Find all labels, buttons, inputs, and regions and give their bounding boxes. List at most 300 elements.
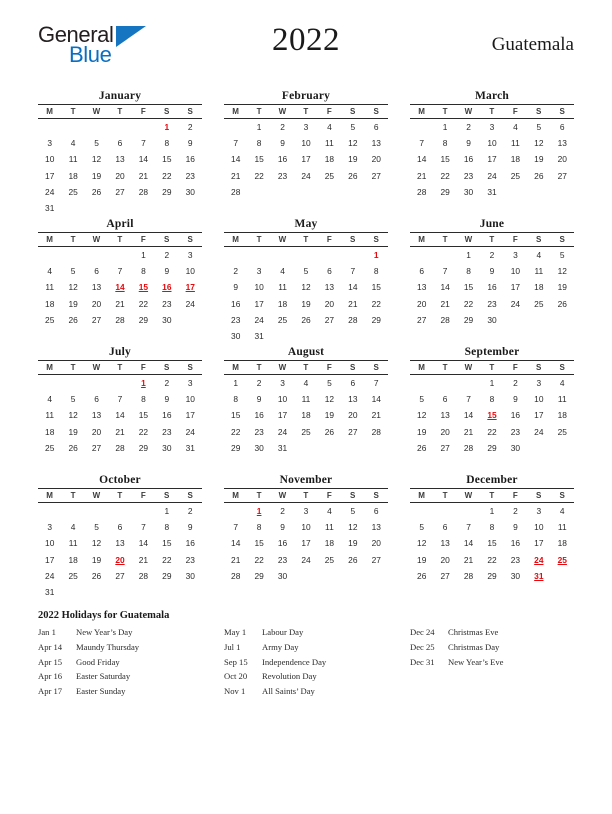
day-cell[interactable]: 26 — [91, 186, 102, 197]
day-cell[interactable]: 8 — [256, 138, 262, 149]
day-cell[interactable]: 17 — [534, 538, 544, 549]
day-cell[interactable]: 30 — [510, 570, 521, 581]
day-cell[interactable]: 11 — [557, 522, 567, 533]
day-cell[interactable]: 25 — [68, 186, 78, 197]
day-cell[interactable]: 29 — [487, 570, 497, 581]
day-cell[interactable]: 30 — [185, 570, 195, 581]
day-cell[interactable]: 9 — [164, 394, 170, 405]
day-cell[interactable]: 27 — [348, 426, 358, 437]
day-cell[interactable]: 28 — [440, 314, 450, 325]
day-cell[interactable]: 25 — [557, 426, 567, 437]
day-cell[interactable]: 19 — [348, 154, 358, 165]
day-cell[interactable]: 1 — [141, 250, 146, 261]
day-cell[interactable]: 19 — [91, 554, 102, 565]
day-cell[interactable]: 5 — [350, 506, 356, 517]
day-cell[interactable]: 3 — [187, 378, 193, 389]
day-cell[interactable]: 8 — [164, 138, 170, 149]
day-cell[interactable]: 2 — [187, 506, 193, 517]
day-cell[interactable]: 10 — [301, 138, 311, 149]
day-cell[interactable]: 2 — [187, 122, 193, 133]
day-cell[interactable]: 9 — [513, 394, 518, 405]
day-cell[interactable]: 13 — [417, 282, 427, 293]
day-cell[interactable]: 2 — [164, 250, 170, 261]
day-cell[interactable]: 6 — [559, 122, 565, 133]
day-cell[interactable]: 6 — [373, 122, 379, 133]
day-cell[interactable]: 4 — [70, 522, 76, 533]
holiday-day-cell[interactable]: 16 — [162, 282, 172, 293]
day-cell[interactable]: 18 — [557, 538, 567, 549]
day-cell[interactable]: 21 — [231, 170, 241, 181]
day-cell[interactable]: 19 — [68, 298, 78, 309]
day-cell[interactable]: 27 — [115, 186, 125, 197]
day-cell[interactable]: 13 — [371, 138, 381, 149]
day-cell[interactable]: 8 — [489, 522, 495, 533]
day-cell[interactable]: 28 — [371, 426, 381, 437]
day-cell[interactable]: 15 — [254, 538, 264, 549]
day-cell[interactable]: 27 — [324, 314, 335, 325]
day-cell[interactable]: 7 — [233, 138, 239, 149]
day-cell[interactable]: 5 — [94, 522, 99, 533]
day-cell[interactable]: 2 — [256, 378, 262, 389]
day-cell[interactable]: 9 — [513, 522, 518, 533]
day-cell[interactable]: 15 — [463, 282, 474, 293]
day-cell[interactable]: 9 — [280, 138, 285, 149]
day-cell[interactable]: 28 — [463, 442, 474, 453]
day-cell[interactable]: 22 — [162, 554, 172, 565]
day-cell[interactable]: 7 — [350, 266, 356, 277]
day-cell[interactable]: 11 — [325, 522, 334, 533]
day-cell[interactable]: 5 — [350, 122, 356, 133]
day-cell[interactable]: 2 — [489, 250, 495, 261]
day-cell[interactable]: 30 — [162, 442, 172, 453]
day-cell[interactable]: 3 — [536, 378, 542, 389]
day-cell[interactable]: 26 — [301, 314, 311, 325]
day-cell[interactable]: 7 — [233, 522, 239, 533]
day-cell[interactable]: 15 — [440, 154, 450, 165]
day-cell[interactable]: 2 — [280, 122, 285, 133]
day-cell[interactable]: 31 — [45, 587, 55, 598]
day-cell[interactable]: 1 — [489, 378, 495, 389]
day-cell[interactable]: 26 — [68, 442, 78, 453]
day-cell[interactable]: 21 — [115, 426, 125, 437]
day-cell[interactable]: 8 — [489, 394, 495, 405]
day-cell[interactable]: 19 — [557, 282, 567, 293]
day-cell[interactable]: 10 — [510, 266, 521, 277]
day-cell[interactable]: 21 — [231, 554, 241, 565]
day-cell[interactable]: 6 — [94, 394, 99, 405]
day-cell[interactable]: 5 — [559, 250, 565, 261]
day-cell[interactable]: 1 — [442, 122, 448, 133]
day-cell[interactable]: 28 — [417, 186, 427, 197]
day-cell[interactable]: 23 — [162, 298, 172, 309]
holiday-day-cell[interactable]: 20 — [115, 554, 125, 565]
day-cell[interactable]: 23 — [185, 554, 195, 565]
day-cell[interactable]: 14 — [115, 410, 125, 421]
day-cell[interactable]: 6 — [117, 522, 123, 533]
day-cell[interactable]: 20 — [91, 298, 102, 309]
day-cell[interactable]: 4 — [70, 138, 76, 149]
day-cell[interactable]: 9 — [187, 522, 193, 533]
day-cell[interactable]: 6 — [350, 378, 356, 389]
day-cell[interactable]: 13 — [91, 282, 102, 293]
day-cell[interactable]: 25 — [301, 426, 311, 437]
day-cell[interactable]: 28 — [231, 570, 241, 581]
day-cell[interactable]: 29 — [254, 570, 264, 581]
day-cell[interactable]: 29 — [463, 314, 474, 325]
day-cell[interactable]: 25 — [277, 314, 288, 325]
day-cell[interactable]: 30 — [162, 314, 172, 325]
day-cell[interactable]: 15 — [231, 410, 241, 421]
day-cell[interactable]: 4 — [327, 506, 332, 517]
day-cell[interactable]: 7 — [466, 522, 471, 533]
day-cell[interactable]: 16 — [463, 154, 474, 165]
day-cell[interactable]: 13 — [348, 394, 358, 405]
day-cell[interactable]: 10 — [45, 538, 55, 549]
day-cell[interactable]: 22 — [254, 554, 264, 565]
day-cell[interactable]: 1 — [489, 506, 495, 517]
day-cell[interactable]: 23 — [487, 298, 497, 309]
day-cell[interactable]: 18 — [324, 154, 335, 165]
day-cell[interactable]: 4 — [47, 266, 53, 277]
day-cell[interactable]: 24 — [45, 570, 55, 581]
day-cell[interactable]: 9 — [233, 282, 239, 293]
day-cell[interactable]: 28 — [138, 186, 149, 197]
day-cell[interactable]: 2 — [280, 506, 285, 517]
day-cell[interactable]: 19 — [417, 426, 427, 437]
day-cell[interactable]: 19 — [68, 426, 78, 437]
day-cell[interactable]: 29 — [487, 442, 497, 453]
day-cell[interactable]: 10 — [254, 282, 264, 293]
day-cell[interactable]: 3 — [489, 122, 495, 133]
day-cell[interactable]: 8 — [256, 522, 262, 533]
day-cell[interactable]: 27 — [91, 314, 102, 325]
day-cell[interactable]: 1 — [233, 378, 239, 389]
day-cell[interactable]: 31 — [254, 331, 264, 342]
day-cell[interactable]: 12 — [417, 410, 427, 421]
day-cell[interactable]: 12 — [68, 282, 78, 293]
day-cell[interactable]: 21 — [138, 554, 149, 565]
day-cell[interactable]: 29 — [162, 570, 172, 581]
holiday-day-cell[interactable]: 1 — [373, 250, 379, 261]
day-cell[interactable]: 27 — [371, 554, 381, 565]
day-cell[interactable]: 2 — [164, 378, 170, 389]
holiday-day-cell[interactable]: 15 — [487, 410, 497, 421]
day-cell[interactable]: 2 — [513, 506, 518, 517]
day-cell[interactable]: 18 — [557, 410, 567, 421]
day-cell[interactable]: 15 — [487, 538, 497, 549]
day-cell[interactable]: 11 — [68, 154, 78, 165]
day-cell[interactable]: 16 — [277, 538, 288, 549]
day-cell[interactable]: 13 — [324, 282, 335, 293]
day-cell[interactable]: 7 — [466, 394, 471, 405]
day-cell[interactable]: 28 — [463, 570, 474, 581]
day-cell[interactable]: 23 — [277, 554, 288, 565]
day-cell[interactable]: 20 — [371, 154, 381, 165]
day-cell[interactable]: 30 — [510, 442, 521, 453]
day-cell[interactable]: 27 — [440, 442, 450, 453]
day-cell[interactable]: 28 — [115, 314, 125, 325]
day-cell[interactable]: 11 — [68, 538, 78, 549]
day-cell[interactable]: 25 — [68, 570, 78, 581]
day-cell[interactable]: 22 — [440, 170, 450, 181]
day-cell[interactable]: 18 — [324, 538, 335, 549]
day-cell[interactable]: 21 — [371, 410, 381, 421]
day-cell[interactable]: 20 — [440, 426, 450, 437]
day-cell[interactable]: 23 — [185, 170, 195, 181]
day-cell[interactable]: 26 — [324, 426, 335, 437]
day-cell[interactable]: 1 — [256, 122, 262, 133]
day-cell[interactable]: 4 — [47, 394, 53, 405]
holiday-day-cell[interactable]: 17 — [185, 282, 195, 293]
day-cell[interactable]: 17 — [301, 538, 311, 549]
day-cell[interactable]: 14 — [138, 154, 149, 165]
day-cell[interactable]: 7 — [419, 138, 425, 149]
day-cell[interactable]: 5 — [327, 378, 332, 389]
day-cell[interactable]: 17 — [277, 410, 288, 421]
day-cell[interactable]: 13 — [440, 410, 450, 421]
day-cell[interactable]: 12 — [417, 538, 427, 549]
day-cell[interactable]: 17 — [510, 282, 521, 293]
day-cell[interactable]: 20 — [417, 298, 427, 309]
day-cell[interactable]: 22 — [371, 298, 381, 309]
day-cell[interactable]: 28 — [348, 314, 358, 325]
holiday-day-cell[interactable]: 24 — [534, 554, 544, 565]
day-cell[interactable]: 26 — [348, 554, 358, 565]
day-cell[interactable]: 16 — [162, 410, 172, 421]
day-cell[interactable]: 21 — [138, 170, 149, 181]
day-cell[interactable]: 23 — [463, 170, 474, 181]
day-cell[interactable]: 3 — [536, 506, 542, 517]
day-cell[interactable]: 26 — [534, 170, 544, 181]
day-cell[interactable]: 13 — [115, 538, 125, 549]
day-cell[interactable]: 31 — [185, 442, 195, 453]
day-cell[interactable]: 21 — [440, 298, 450, 309]
day-cell[interactable]: 22 — [138, 298, 149, 309]
day-cell[interactable]: 18 — [68, 554, 78, 565]
day-cell[interactable]: 12 — [324, 394, 335, 405]
day-cell[interactable]: 23 — [277, 170, 288, 181]
day-cell[interactable]: 15 — [254, 154, 264, 165]
day-cell[interactable]: 24 — [301, 554, 311, 565]
day-cell[interactable]: 16 — [185, 538, 195, 549]
day-cell[interactable]: 28 — [231, 186, 241, 197]
day-cell[interactable]: 14 — [231, 154, 241, 165]
day-cell[interactable]: 24 — [510, 298, 521, 309]
day-cell[interactable]: 7 — [117, 394, 123, 405]
day-cell[interactable]: 11 — [325, 138, 334, 149]
day-cell[interactable]: 11 — [301, 394, 311, 405]
day-cell[interactable]: 29 — [371, 314, 381, 325]
day-cell[interactable]: 21 — [115, 298, 125, 309]
day-cell[interactable]: 12 — [91, 154, 102, 165]
day-cell[interactable]: 27 — [440, 570, 450, 581]
day-cell[interactable]: 3 — [513, 250, 518, 261]
day-cell[interactable]: 3 — [280, 378, 285, 389]
day-cell[interactable]: 12 — [91, 538, 102, 549]
day-cell[interactable]: 24 — [487, 170, 497, 181]
day-cell[interactable]: 18 — [534, 282, 544, 293]
day-cell[interactable]: 20 — [557, 154, 567, 165]
day-cell[interactable]: 7 — [117, 266, 123, 277]
day-cell[interactable]: 2 — [466, 122, 471, 133]
day-cell[interactable]: 4 — [303, 378, 309, 389]
day-cell[interactable]: 13 — [115, 154, 125, 165]
day-cell[interactable]: 20 — [115, 170, 125, 181]
day-cell[interactable]: 19 — [348, 538, 358, 549]
day-cell[interactable]: 5 — [419, 394, 425, 405]
day-cell[interactable]: 4 — [327, 122, 332, 133]
day-cell[interactable]: 29 — [440, 186, 450, 197]
day-cell[interactable]: 26 — [348, 170, 358, 181]
day-cell[interactable]: 24 — [254, 314, 264, 325]
day-cell[interactable]: 1 — [466, 250, 471, 261]
holiday-day-cell[interactable]: 31 — [534, 570, 544, 581]
day-cell[interactable]: 17 — [487, 154, 497, 165]
day-cell[interactable]: 26 — [557, 298, 567, 309]
day-cell[interactable]: 10 — [534, 394, 544, 405]
day-cell[interactable]: 13 — [557, 138, 567, 149]
day-cell[interactable]: 18 — [510, 154, 521, 165]
holiday-day-cell[interactable]: 1 — [164, 122, 170, 133]
day-cell[interactable]: 5 — [303, 266, 309, 277]
day-cell[interactable]: 3 — [187, 250, 193, 261]
day-cell[interactable]: 21 — [463, 554, 474, 565]
day-cell[interactable]: 15 — [162, 538, 172, 549]
day-cell[interactable]: 26 — [68, 314, 78, 325]
day-cell[interactable]: 26 — [91, 570, 102, 581]
day-cell[interactable]: 24 — [301, 170, 311, 181]
day-cell[interactable]: 22 — [463, 298, 474, 309]
day-cell[interactable]: 24 — [277, 426, 288, 437]
day-cell[interactable]: 7 — [141, 522, 146, 533]
day-cell[interactable]: 6 — [327, 266, 332, 277]
day-cell[interactable]: 16 — [185, 154, 195, 165]
day-cell[interactable]: 30 — [185, 186, 195, 197]
day-cell[interactable]: 3 — [303, 122, 309, 133]
holiday-day-cell[interactable]: 14 — [115, 282, 125, 293]
day-cell[interactable]: 3 — [303, 506, 309, 517]
day-cell[interactable]: 8 — [164, 522, 170, 533]
day-cell[interactable]: 17 — [45, 170, 55, 181]
day-cell[interactable]: 4 — [513, 122, 518, 133]
holiday-day-cell[interactable]: 15 — [138, 282, 149, 293]
day-cell[interactable]: 18 — [301, 410, 311, 421]
day-cell[interactable]: 12 — [68, 410, 78, 421]
day-cell[interactable]: 23 — [162, 426, 172, 437]
day-cell[interactable]: 27 — [91, 442, 102, 453]
day-cell[interactable]: 9 — [466, 138, 471, 149]
day-cell[interactable]: 16 — [487, 282, 497, 293]
day-cell[interactable]: 20 — [440, 554, 450, 565]
day-cell[interactable]: 3 — [256, 266, 262, 277]
day-cell[interactable]: 1 — [164, 506, 170, 517]
day-cell[interactable]: 20 — [348, 410, 358, 421]
day-cell[interactable]: 31 — [487, 186, 497, 197]
day-cell[interactable]: 11 — [278, 282, 287, 293]
day-cell[interactable]: 22 — [231, 426, 241, 437]
day-cell[interactable]: 10 — [45, 154, 55, 165]
holiday-day-cell[interactable]: 1 — [256, 506, 262, 517]
day-cell[interactable]: 5 — [536, 122, 542, 133]
day-cell[interactable]: 12 — [301, 282, 311, 293]
day-cell[interactable]: 14 — [417, 154, 427, 165]
day-cell[interactable]: 19 — [301, 298, 311, 309]
day-cell[interactable]: 8 — [233, 394, 239, 405]
day-cell[interactable]: 10 — [301, 522, 311, 533]
day-cell[interactable]: 21 — [348, 298, 358, 309]
day-cell[interactable]: 18 — [45, 426, 55, 437]
day-cell[interactable]: 25 — [324, 170, 335, 181]
day-cell[interactable]: 10 — [185, 394, 195, 405]
holiday-day-cell[interactable]: 25 — [557, 554, 567, 565]
day-cell[interactable]: 31 — [277, 442, 288, 453]
day-cell[interactable]: 15 — [371, 282, 381, 293]
day-cell[interactable]: 17 — [534, 410, 544, 421]
day-cell[interactable]: 5 — [70, 394, 76, 405]
day-cell[interactable]: 5 — [419, 522, 425, 533]
day-cell[interactable]: 18 — [45, 298, 55, 309]
day-cell[interactable]: 25 — [45, 442, 55, 453]
day-cell[interactable]: 26 — [417, 442, 427, 453]
day-cell[interactable]: 30 — [277, 570, 288, 581]
day-cell[interactable]: 27 — [371, 170, 381, 181]
day-cell[interactable]: 30 — [254, 442, 264, 453]
day-cell[interactable]: 22 — [138, 426, 149, 437]
day-cell[interactable]: 4 — [280, 266, 285, 277]
day-cell[interactable]: 23 — [510, 554, 521, 565]
day-cell[interactable]: 24 — [185, 298, 195, 309]
day-cell[interactable]: 3 — [47, 138, 53, 149]
day-cell[interactable]: 7 — [373, 378, 379, 389]
day-cell[interactable]: 24 — [45, 186, 55, 197]
day-cell[interactable]: 16 — [277, 154, 288, 165]
day-cell[interactable]: 8 — [442, 138, 448, 149]
day-cell[interactable]: 13 — [440, 538, 450, 549]
day-cell[interactable]: 5 — [94, 138, 99, 149]
day-cell[interactable]: 14 — [138, 538, 149, 549]
day-cell[interactable]: 6 — [117, 138, 123, 149]
day-cell[interactable]: 4 — [559, 506, 565, 517]
day-cell[interactable]: 10 — [277, 394, 288, 405]
day-cell[interactable]: 10 — [487, 138, 497, 149]
day-cell[interactable]: 20 — [371, 538, 381, 549]
day-cell[interactable]: 25 — [510, 170, 521, 181]
day-cell[interactable]: 11 — [557, 394, 567, 405]
day-cell[interactable]: 8 — [373, 266, 379, 277]
day-cell[interactable]: 18 — [277, 298, 288, 309]
day-cell[interactable]: 10 — [185, 266, 195, 277]
day-cell[interactable]: 6 — [442, 522, 448, 533]
day-cell[interactable]: 6 — [419, 266, 425, 277]
day-cell[interactable]: 13 — [91, 410, 102, 421]
day-cell[interactable]: 27 — [115, 570, 125, 581]
day-cell[interactable]: 29 — [231, 442, 241, 453]
day-cell[interactable]: 9 — [489, 266, 495, 277]
day-cell[interactable]: 15 — [138, 410, 149, 421]
day-cell[interactable]: 29 — [162, 186, 172, 197]
day-cell[interactable]: 26 — [417, 570, 427, 581]
day-cell[interactable]: 22 — [162, 170, 172, 181]
day-cell[interactable]: 21 — [463, 426, 474, 437]
day-cell[interactable]: 12 — [534, 138, 544, 149]
day-cell[interactable]: 9 — [256, 394, 262, 405]
day-cell[interactable]: 30 — [463, 186, 474, 197]
day-cell[interactable]: 23 — [510, 426, 521, 437]
day-cell[interactable]: 2 — [233, 266, 239, 277]
holiday-day-cell[interactable]: 1 — [141, 378, 146, 389]
day-cell[interactable]: 22 — [254, 170, 264, 181]
day-cell[interactable]: 24 — [185, 426, 195, 437]
